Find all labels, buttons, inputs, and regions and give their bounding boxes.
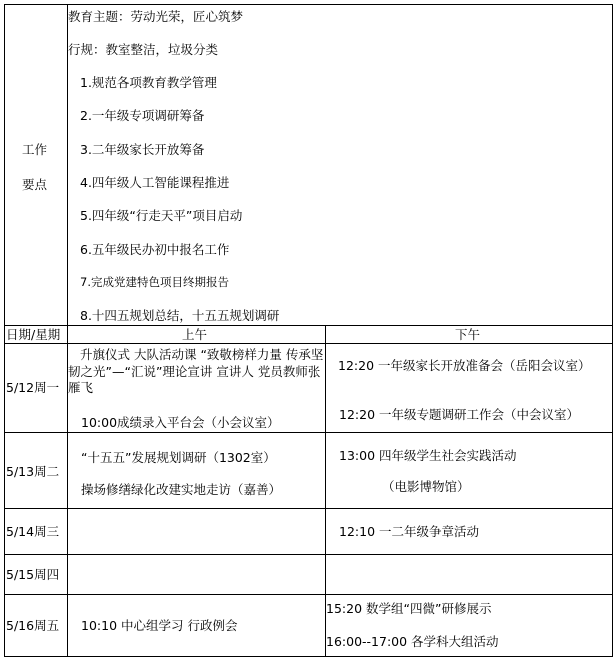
work-item: 3.二年级家长开放筹备: [80, 142, 205, 157]
column-divider: [67, 4, 68, 657]
work-points-label-2: 要点: [22, 177, 48, 192]
table-border-bottom: [4, 656, 613, 657]
work-points-label-1: 工作: [22, 142, 48, 157]
am-event: 10:00成绩录入平台会（小会议室）: [81, 415, 280, 430]
pm-event: 12:10 一二年级争章活动: [339, 524, 479, 539]
work-item: 5.四年级“行走天平”项目启动: [80, 208, 243, 223]
am-event: 操场修缮绿化改建实地走访（嘉善）: [81, 482, 282, 497]
work-item: 2.一年级专项调研筹备: [80, 108, 205, 123]
row-divider: [4, 343, 613, 344]
day-date: 5/15周四: [6, 567, 60, 582]
pm-event: （电影博物馆）: [382, 479, 470, 494]
pm-event: 13:00 四年级学生社会实践活动: [339, 448, 517, 463]
day-date: 5/12周一: [6, 380, 60, 395]
day-date: 5/16周五: [6, 618, 60, 633]
work-item: 1.规范各项教育教学管理: [80, 75, 217, 90]
am-event: “十五五”发展规划调研（1302室）: [81, 450, 276, 465]
am-event: 升旗仪式 大队活动课 “致敬榜样力量 传承坚韧之光”—“汇说”理论宣讲 宣讲人 党员教师张雁飞: [68, 347, 324, 395]
header-date: 日期/星期: [6, 327, 61, 342]
table-border-right: [612, 4, 613, 657]
pm-event: 12:20 一年级家长开放准备会（岳阳会议室）: [338, 358, 591, 373]
am-event: 10:10 中心组学习 行政例会: [81, 618, 238, 633]
row-divider: [4, 594, 613, 595]
pm-event: 12:20 一年级专题调研工作会（中会议室）: [339, 407, 579, 422]
header-morning: 上午: [182, 327, 208, 342]
row-divider: [4, 554, 613, 555]
work-item: 8.十四五规划总结，十五五规划调研: [80, 308, 280, 323]
work-item: 6.五年级民办初中报名工作: [80, 242, 230, 257]
day-date: 5/13周二: [6, 464, 60, 479]
row-divider: [4, 508, 613, 509]
header-afternoon: 下午: [455, 327, 481, 342]
conduct-rule: 行规：教室整洁，垃圾分类: [68, 42, 219, 57]
pm-event: 16:00--17:00 各学科大组活动: [326, 634, 499, 649]
day-date: 5/14周三: [6, 524, 60, 539]
pm-event: 15:20 数学组“四微”研修展示: [326, 601, 492, 616]
table-border-left: [4, 4, 5, 657]
work-item: 4.四年级人工智能课程推进: [80, 175, 230, 190]
row-divider: [4, 325, 613, 326]
work-item: 7.完成党建特色项目终期报告: [80, 275, 229, 289]
table-border-top: [4, 4, 613, 5]
education-theme: 教育主题：劳动光荣，匠心筑梦: [68, 9, 244, 24]
row-divider: [4, 432, 613, 433]
